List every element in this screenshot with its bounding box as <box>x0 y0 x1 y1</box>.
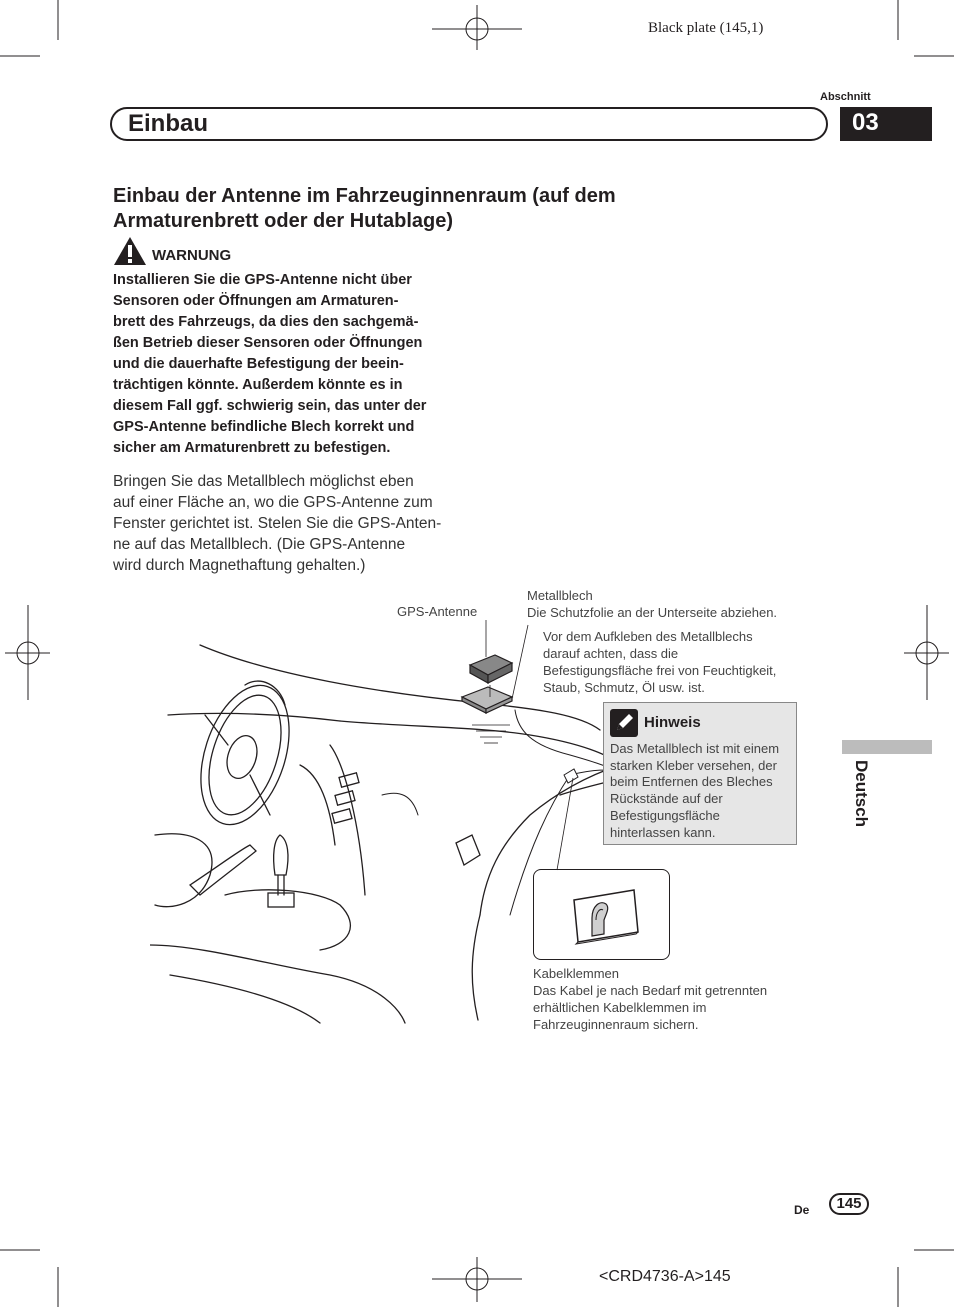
gps-antenna-label: GPS-Antenne <box>397 604 478 619</box>
language-tab-bar <box>842 740 932 754</box>
hinweis-box <box>603 702 797 845</box>
chapter-header <box>110 107 828 141</box>
warning-line: ßen Betrieb dieser Sensoren oder Öffnungen <box>113 335 423 351</box>
body-paragraph <box>113 471 463 576</box>
cable-clip-inset <box>533 869 670 960</box>
cable-clip-desc <box>533 982 767 1033</box>
warning-line: und die dauerhafte Befestigung der beein- <box>113 356 404 372</box>
warning-line: brett des Fahrzeugs, da dies den sachgemä- <box>113 314 419 330</box>
note-line: Befestigungsfläche frei von Feuchtigkeit, <box>543 663 777 678</box>
cable-clip-title: Kabelklemmen <box>533 966 619 981</box>
clip-line: Fahrzeuginnenraum sichern. <box>533 1017 699 1032</box>
hinweis-title: Hinweis <box>644 714 701 731</box>
document-code: <CRD4736-A>145 <box>599 1268 731 1285</box>
paragraph-line: Fenster gerichtet ist. Stelen Sie die GPS-Anten- <box>113 515 442 532</box>
hinweis-line: beim Entfernen des Bleches <box>610 774 773 790</box>
section-label: Abschnitt <box>820 91 871 103</box>
paragraph-line: auf einer Fläche an, wo die GPS-Antenne zum <box>113 494 433 511</box>
language-code: De <box>794 1203 810 1217</box>
paragraph-line: ne auf das Metallblech. (Die GPS-Antenne <box>113 536 406 553</box>
section-number-box <box>840 107 932 141</box>
pencil-icon <box>610 709 638 737</box>
clip-line: erhältlichen Kabelklemmen im <box>533 1000 707 1015</box>
hinweis-line: hinterlassen kann. <box>610 824 716 840</box>
hinweis-line: Das Metallblech ist mit einem <box>610 741 780 756</box>
warning-line: trächtigen könnte. Außerdem könnte es in <box>113 377 403 393</box>
warning-line: GPS-Antenne befindliche Blech korrekt und <box>113 419 415 435</box>
hinweis-line: starken Kleber versehen, der <box>610 757 777 773</box>
warning-title: WARNUNG <box>152 247 232 264</box>
warning-icon <box>113 236 147 266</box>
metal-plate-title: Metallblech <box>527 588 593 603</box>
before-attach-note <box>543 628 776 696</box>
page-number: 145 <box>829 1193 869 1215</box>
warning-line: diesem Fall ggf. schwierig sein, das unter der <box>113 398 427 414</box>
warning-line: sicher am Armaturenbrett zu befestigen. <box>113 440 391 456</box>
language-tab-label: Deutsch <box>852 760 871 828</box>
paragraph-line: wird durch Magnethaftung gehalten.) <box>113 557 366 574</box>
warning-line: Sensoren oder Öffnungen am Armaturen- <box>113 293 399 309</box>
hinweis-line: Rückstände auf der <box>610 791 723 807</box>
hinweis-text <box>610 741 796 841</box>
warning-line: Installieren Sie die GPS-Antenne nicht über <box>113 272 412 288</box>
hinweis-line: Befestigungsfläche <box>610 807 720 823</box>
page-heading: Einbau der Antenne im Fahrzeuginnenraum (auf dem Armaturenbrett oder der Hutablage) <box>113 185 616 232</box>
note-line: Vor dem Aufkleben des Metallblechs <box>543 629 753 644</box>
section-number: 03 <box>852 109 879 136</box>
cable-clip-image <box>534 870 669 959</box>
note-line: Staub, Schmutz, Öl usw. ist. <box>543 680 705 695</box>
plate-info: Black plate (145,1) <box>648 20 764 36</box>
paragraph-line: Bringen Sie das Metallblech möglichst eben <box>113 473 414 490</box>
chapter-title: Einbau <box>128 110 209 137</box>
clip-line: Das Kabel je nach Bedarf mit getrennten <box>533 983 768 998</box>
warning-text <box>113 270 463 459</box>
note-line: darauf achten, dass die <box>543 646 679 661</box>
metal-plate-desc: Die Schutzfolie an der Unterseite abziehen. <box>527 605 778 620</box>
